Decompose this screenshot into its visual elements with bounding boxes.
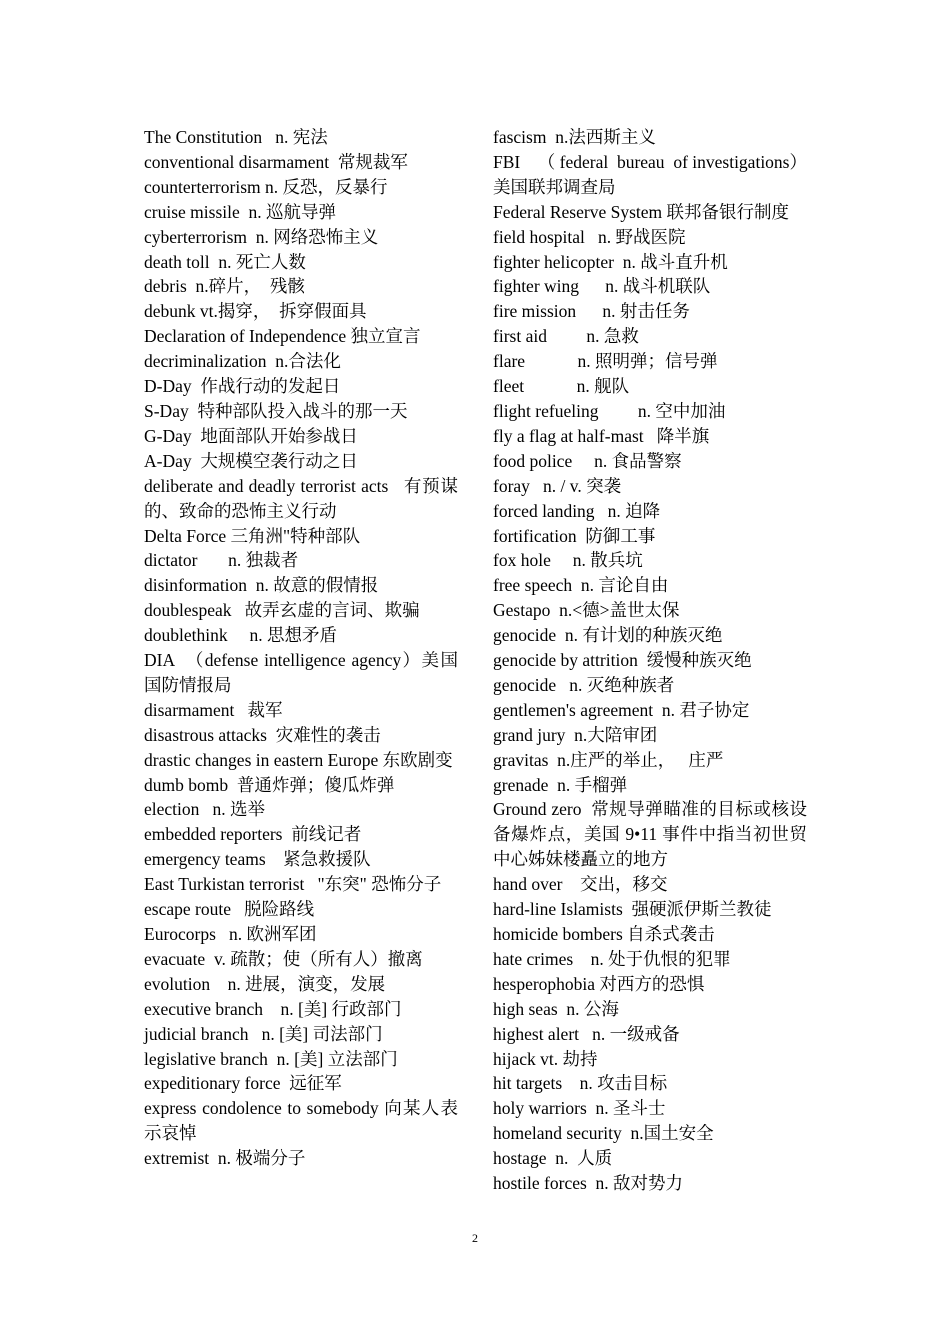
glossary-entry: evolution n. 进展，演变，发展 [144,973,386,994]
glossary-entry: homeland security n.国土安全 [493,1123,714,1144]
glossary-entry: dictator n. 独裁者 [144,550,299,571]
glossary-entry: fox hole n. 散兵坑 [493,550,643,571]
glossary-entry: emergency teams 紧急救援队 [144,849,371,870]
glossary-entry: S-Day 特种部队投入战斗的那一天 [144,400,408,421]
glossary-left-column [144,125,458,1171]
glossary-entry: A-Day 大规模空袭行动之日 [144,450,358,471]
glossary-entry: foray n. / v. 突袭 [493,475,622,496]
glossary-entry: fascism n.法西斯主义 [493,127,656,147]
glossary-entry: disinformation n. 故意的假情报 [144,575,379,596]
glossary-entry: FBI （ federal bureau of investigations） 美国联邦调查局 [493,151,816,197]
glossary-entry: evacuate v. 疏散；使（所有人）撤离 [144,948,423,969]
glossary-entry: disastrous attacks 灾难性的袭击 [144,724,381,745]
glossary-entry: debris n.碎片， 残骸 [144,276,305,297]
glossary-entry: deliberate and deadly terrorist acts 有预谋的、致命的恐怖主义行动 [144,475,458,521]
glossary-entry: escape route 脱险路线 [144,899,315,920]
glossary-entry: executive branch n. [美] 行政部门 [144,998,402,1019]
glossary-entry: holy warriors n. 圣斗士 [493,1098,666,1119]
glossary-entry: Eurocorps n. 欧洲军团 [144,924,317,944]
glossary-entry: first aid n. 急救 [493,326,639,347]
glossary-entry: grand jury n.大陪审团 [493,724,658,745]
glossary-entry: hate crimes n. 处于仇恨的犯罪 [493,948,731,969]
glossary-entry: genocide n. 灭绝种族者 [493,674,675,695]
glossary-entry: grenade n. 手榴弹 [493,774,628,795]
glossary-entry: hijack vt. 劫持 [493,1048,598,1069]
glossary-entry: fighter wing n. 战斗机联队 [493,276,711,297]
glossary-entry: hesperophobia 对西方的恐惧 [493,973,705,994]
glossary-entry: doublespeak 故弄玄虚的言词、欺骗 [144,600,420,621]
glossary-entry: hand over 交出，移交 [493,874,668,895]
glossary-entry: drastic changes in eastern Europe 东欧剧变 [144,749,453,770]
glossary-entry: disarmament 裁军 [144,699,283,720]
glossary-entry: D-Day 作战行动的发起日 [144,376,341,397]
glossary-entry: The Constitution n. 宪法 [144,127,328,147]
glossary-entry: cyberterrorism n. 网络恐怖主义 [144,226,379,247]
glossary-entry: Ground zero 常规导弹瞄准的目标或核设备爆炸点，美国 9•11 事件中指当初世贸中心姊妹楼矗立的地方 [493,799,807,870]
glossary-entry: food police n. 食品警察 [493,450,682,471]
glossary-entry: decriminalization n.合法化 [144,351,341,372]
glossary-right-column [493,125,816,1196]
glossary-entry: fire mission n. 射击任务 [493,301,690,322]
glossary-entry: hostile forces n. 敌对势力 [493,1173,684,1194]
glossary-entry: legislative branch n. [美] 立法部门 [144,1048,398,1069]
glossary-entry: gravitas n.庄严的举止， 庄严 [493,749,724,770]
glossary-entry: Federal Reserve System 联邦备银行制度 [493,201,789,222]
glossary-entry: flare n. 照明弹；信号弹 [493,351,718,372]
glossary-entry: judicial branch n. [美] 司法部门 [144,1023,383,1044]
glossary-entry: cruise missile n. 巡航导弹 [144,201,336,222]
glossary-entry: high seas n. 公海 [493,998,619,1019]
glossary-entry: death toll n. 死亡人数 [144,251,306,272]
glossary-entry: express condolence to somebody 向某人表示哀悼 [144,1098,458,1144]
glossary-entry: hostage n. 人质 [493,1148,613,1169]
glossary-entry: Delta Force 三角洲"特种部队 [144,525,361,546]
glossary-entry: counterterrorism n. 反恐，反暴行 [144,176,388,197]
glossary-entry: conventional disarmament 常规裁军 [144,151,408,172]
glossary-entry: DIA （defense intelligence agency）美国国防情报局 [144,650,458,695]
glossary-entry: free speech n. 言论自由 [493,575,669,596]
glossary-entry: East Turkistan terrorist "东突" 恐怖分子 [144,874,442,895]
glossary-entry: hard-line Islamists 强硬派伊斯兰教徒 [493,899,772,920]
glossary-entry: fleet n. 舰队 [493,376,630,397]
glossary-entry: expeditionary force 远征军 [144,1073,342,1094]
glossary-entry: dumb bomb 普通炸弹；傻瓜炸弹 [144,774,395,795]
glossary-entry: gentlemen's agreement n. 君子协定 [493,699,750,720]
glossary-entry: forced landing n. 迫降 [493,500,661,521]
glossary-entry: G-Day 地面部队开始参战日 [144,425,358,446]
glossary-entry: extremist n. 极端分子 [144,1148,306,1169]
page-number: 2 [472,1231,478,1245]
glossary-entry: highest alert n. 一级戒备 [493,1023,680,1044]
glossary-entry: doublethink n. 思想矛盾 [144,625,337,646]
glossary-entry: hit targets n. 攻击目标 [493,1073,668,1094]
glossary-entry: genocide by attrition 缓慢种族灭绝 [493,650,752,671]
glossary-entry: embedded reporters 前线记者 [144,824,362,845]
glossary-entry: debunk vt.揭穿， 拆穿假面具 [144,301,367,322]
glossary-entry: fly a flag at half-mast 降半旗 [493,425,710,446]
glossary-entry: flight refueling n. 空中加油 [493,400,726,421]
glossary-entry: Gestapo n.<德>盖世太保 [493,600,680,621]
glossary-entry: homicide bombers 自杀式袭击 [493,924,715,944]
glossary-entry: Declaration of Independence 独立宣言 [144,326,421,347]
glossary-entry: fighter helicopter n. 战斗直升机 [493,251,728,272]
glossary-entry: election n. 选举 [144,799,266,820]
glossary-entry: genocide n. 有计划的种族灭绝 [493,625,723,646]
glossary-entry: fortification 防御工事 [493,525,656,546]
glossary-entry: field hospital n. 野战医院 [493,226,686,247]
